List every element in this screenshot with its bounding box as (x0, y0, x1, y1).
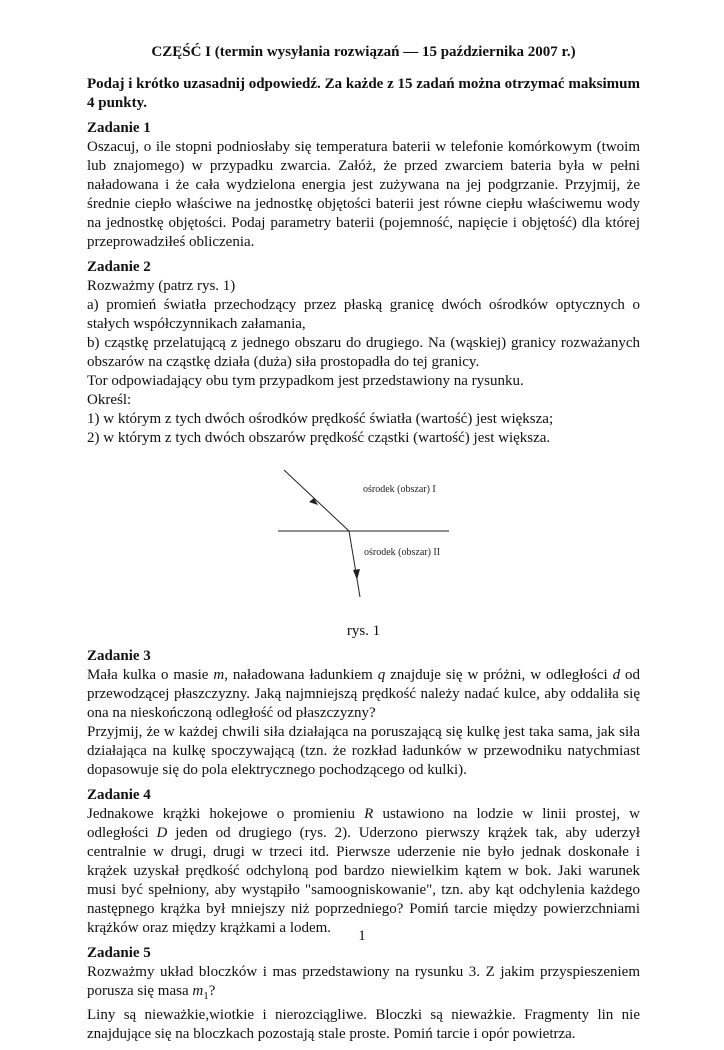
task-2-line: Określ: (87, 392, 132, 408)
label-medium-1: ośrodek (obszar) I (363, 484, 436, 495)
refraction-diagram (87, 462, 640, 612)
label-medium-2: ośrodek (obszar) II (364, 547, 441, 558)
intro-instruction: Podaj i krótko uzasadnij odpowiedź. Za każde z 15 zadań można otrzymać maksimum 4 punkty. (87, 76, 640, 111)
symbol-m1: $m_1$ (192, 983, 209, 1002)
task-1 (87, 119, 640, 252)
task-2 (87, 258, 640, 641)
task-3-heading: Zadanie 3 (87, 648, 151, 664)
figure-1-caption: rys. 1 (346, 623, 381, 639)
symbol-q: q (377, 667, 386, 683)
page-number: 1 (358, 928, 366, 944)
task-3-text: Mała kulka o masie m, naładowana ładunkiem q znajduje się w próżni, w odległości d od przewodzącej płaszczyzny. Jaką najmniejszą prędkość należy nadać kulce, aby oddaliła się ona na nieskończoną odległość od płaszczyzny? (87, 667, 641, 721)
page-title: CZĘŚĆ I (termin wysyłania rozwiązań — 15 października 2007 r.) (151, 44, 576, 60)
symbol-m: m (213, 667, 225, 683)
task-2-line: 2) w którym z tych dwóch obszarów prędkość cząstki (wartość) jest większa. (87, 430, 551, 446)
task-4 (87, 786, 640, 938)
task-3 (87, 647, 640, 780)
task-5-heading: Zadanie 5 (87, 945, 151, 961)
refracted-arrowhead (353, 569, 360, 580)
task-2-line: a) promień światła przechodzący przez płaską granicę dwóch ośrodków optycznych o stałych współczynnikach załamania, (87, 297, 640, 332)
task-1-heading: Zadanie 1 (87, 120, 151, 136)
task-3-assumption: Przyjmij, że w każdej chwili siła działająca na poruszającą się kulkę jest taka sama, jak siła działająca na kulkę spoczywającą (tzn. że rozkład ładunków w przewodniku natychmiast dopasowuje się do pola elektrycznego pochodzącego od kulki). (87, 724, 640, 778)
symbol-d: d (612, 667, 621, 683)
task-2-line: b) cząstkę przelatującą z jednego obszaru do drugiego. Na (wąskiej) granicy rozważanych obszarów na cząstkę działa (duża) siła prostopadła do tej granicy. (87, 335, 640, 370)
incident-arrowhead (309, 498, 318, 505)
refracted-ray (349, 531, 360, 597)
symbol-R: R (364, 806, 374, 822)
task-5-text: Rozważmy układ bloczków i mas przedstawiony na rysunku 3. Z jakim przyspieszeniem porusza się masa $m_1$? (87, 964, 640, 1002)
task-5-assumptions: Liny są nieważkie,wiotkie i nierozciągliwe. Bloczki są nieważkie. Fragmenty lin nie znajdujące się na bloczkach pozostają stale proste. Pomiń tarcie i opór powietrza. (87, 1007, 640, 1042)
task-4-text: Jednakowe krążki hokejowe o promieniu R ustawiono na lodzie w linii prostej, w odległości D jeden od drugiego (rys. 2). Uderzono pierwszy krążek tak, aby uderzył centralnie w drugi, drugi w trzeci itd. Pierwsze uderzenie nie było jednak doskonałe i krążek uzyskał prędkość odchyloną pod bardzo niewielkim kątem w bok. Jaki warunek musi być spełniony, aby wystąpiło "samoogniskowanie", tzn. aby kąt odchylenia każdego następnego krążka był mniejszy niż poprzedniego? Pomiń tarcie między powierzchniami krążków oraz między krążkami a lodem. (87, 806, 640, 936)
incident-ray (284, 470, 349, 531)
figure-1 (87, 462, 640, 612)
task-2-line: 1) w którym z tych dwóch ośrodków prędkość światła (wartość) jest większa; (87, 411, 554, 427)
task-1-text: Oszacuj, o ile stopni podniosłaby się temperatura baterii w telefonie komórkowym (twoim lub znajomego) w przypadku zwarcia. Załóż, że przed zwarciem bateria była w pełni naładowana i że cała wydzielona energia jest zużywana na jej podgrzanie. Przyjmij, że średnie ciepło właściwe na jednostkę objętości baterii jest równe ciepłu właściwemu wody na jednostkę objętości. Podaj parametry baterii (pojemność, napięcie i objętość) dla której przeprowadziłeś obliczenia. (87, 139, 640, 250)
task-2-line: Rozważmy (patrz rys. 1) (87, 278, 236, 294)
symbol-D: D (156, 825, 168, 841)
task-2-line: Tor odpowiadający obu tym przypadkom jest przedstawiony na rysunku. (87, 373, 524, 389)
task-2-heading: Zadanie 2 (87, 259, 151, 275)
task-5 (87, 944, 640, 1044)
task-4-heading: Zadanie 4 (87, 787, 151, 803)
document-page (87, 44, 640, 1050)
